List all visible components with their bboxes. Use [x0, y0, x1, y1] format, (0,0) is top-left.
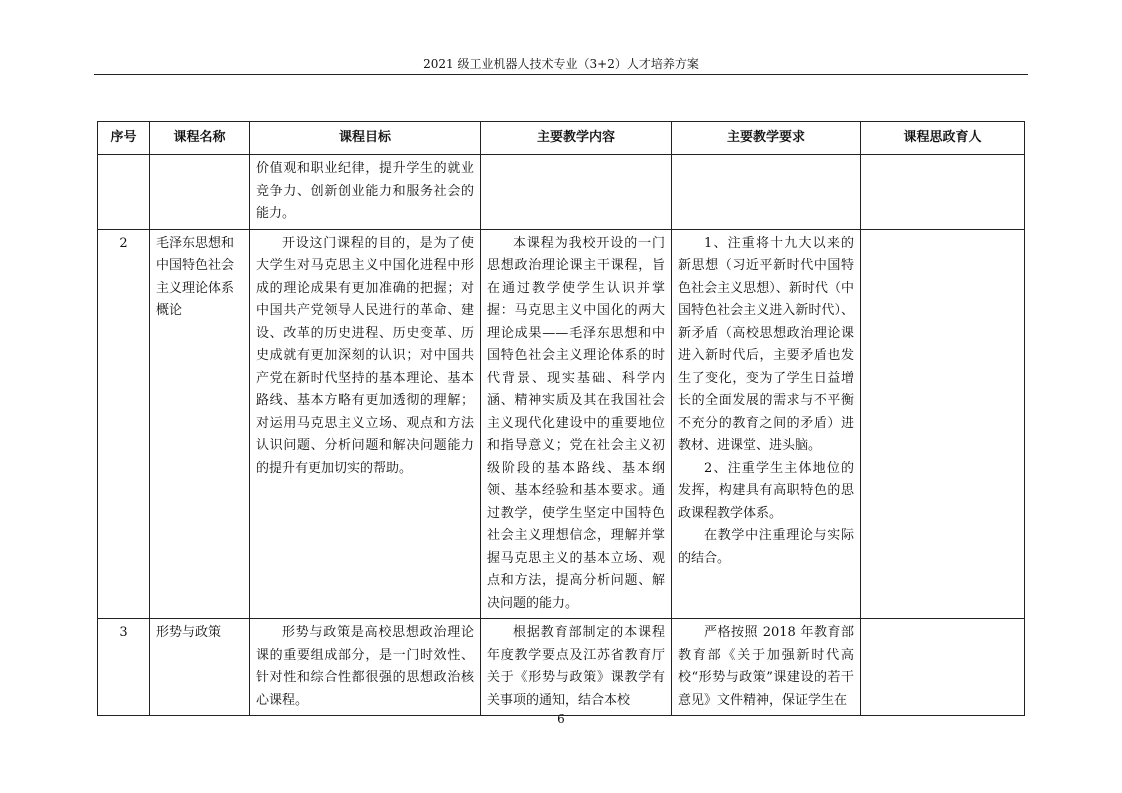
goal-text: 形势与政策是高校思想政治理论课的重要组成部分，是一门时效性、针对性和综合性都很强的思想政治核心课程。	[256, 625, 474, 708]
cell-no: 3	[98, 619, 150, 716]
content-text: 根据教育部制定的本课程年度教学要点及江苏省教育厅关于《形势与政策》课教学有关事项的通知，结合本校	[487, 625, 665, 708]
content-text: 本课程为我校开设的一门思想政治理论课主干课程，旨在通过教学使学生认识并掌握：马克思主义中国化的两大理论成果——毛泽东思想和中国特色社会主义理论体系的时代背景、现实基础、科学内涵、精神实质及其在我国社会主义现代化建设中的重要地位和指导意义；党在社会主义初级阶段的基本路线、基本纲领、基本经验和基本要求。通过教学，使学生坚定中国特色社会主义理想信念，理解并掌握马克思主义的基本立场、观点和方法，提高分析问题、解决问题的能力。	[487, 235, 665, 611]
goal-text: 价值观和职业纪律，提升学生的就业竞争力、创新创业能力和服务社会的能力。	[256, 161, 474, 221]
cell-ideology	[861, 229, 1025, 619]
document-header: 2021 级工业机器人技术专业（3+2）人才培养方案	[423, 57, 699, 71]
requirement-text-3: 在教学中注重理论与实际的结合。	[678, 528, 854, 566]
requirement-text-2: 2、注重学生主体地位的发挥，构建具有高职特色的思政课程教学体系。	[678, 460, 854, 521]
cell-course-name: 毛泽东思想和中国特色社会主义理论体系概论	[150, 229, 250, 619]
course-table	[97, 121, 1025, 716]
header-main-content: 主要教学内容	[481, 122, 672, 155]
requirement-text: 严格按照 2018 年教育部教育部《关于加强新时代高校“形势与政策”课建设的若干意见》文件精神，保证学生在	[678, 625, 854, 708]
cell-course-goal	[250, 229, 481, 619]
header-ideology: 课程思政育人	[861, 122, 1025, 155]
cell-course-goal	[250, 155, 481, 230]
goal-text: 开设这门课程的目的，是为了使大学生对马克思主义中国化进程中形成的理论成果有更加准确的把握；对中国共产党领导人民进行的革命、建设、改革的历史进程、历史变革、历史成就有更加深刻的认识；对中国共产党在新时代坚持的基本理论、基本路线、基本方略有更加透彻的理解；对运用马克思主义立场、观点和方法认识问题、分析问题和解决问题能力的提升有更加切实的帮助。	[256, 235, 474, 476]
header-course-name: 课程名称	[150, 122, 250, 155]
table-row	[98, 155, 1025, 230]
header-course-goal: 课程目标	[250, 122, 481, 155]
cell-course-goal	[250, 619, 481, 716]
cell-main-content	[481, 229, 672, 619]
cell-main-requirement	[672, 155, 861, 230]
table-row	[98, 619, 1025, 716]
cell-course-name	[150, 155, 250, 230]
cell-ideology	[861, 619, 1025, 716]
cell-no: 2	[98, 229, 150, 619]
cell-main-content	[481, 155, 672, 230]
cell-main-content	[481, 619, 672, 716]
header-rule	[94, 74, 1028, 75]
cell-main-requirement	[672, 229, 861, 619]
cell-no	[98, 155, 150, 230]
table-row	[98, 229, 1025, 619]
table-header-row	[98, 122, 1025, 155]
header-main-requirement: 主要教学要求	[672, 122, 861, 155]
requirement-text-1: 1、注重将十九大以来的新思想（习近平新时代中国特色社会主义思想）、新时代（中国特色社会主义进入新时代）、新矛盾（高校思想政治理论课进入新时代后，主要矛盾也发生了变化，变为了学生日益增长的全面发展的需求与不平衡不充分的教育之间的矛盾）进教材、进课堂、进头脑。	[678, 235, 854, 453]
cell-course-name: 形势与政策	[150, 619, 250, 716]
cell-main-requirement	[672, 619, 861, 716]
cell-ideology	[861, 155, 1025, 230]
page-number: 6	[557, 712, 565, 726]
header-no: 序号	[98, 122, 150, 155]
